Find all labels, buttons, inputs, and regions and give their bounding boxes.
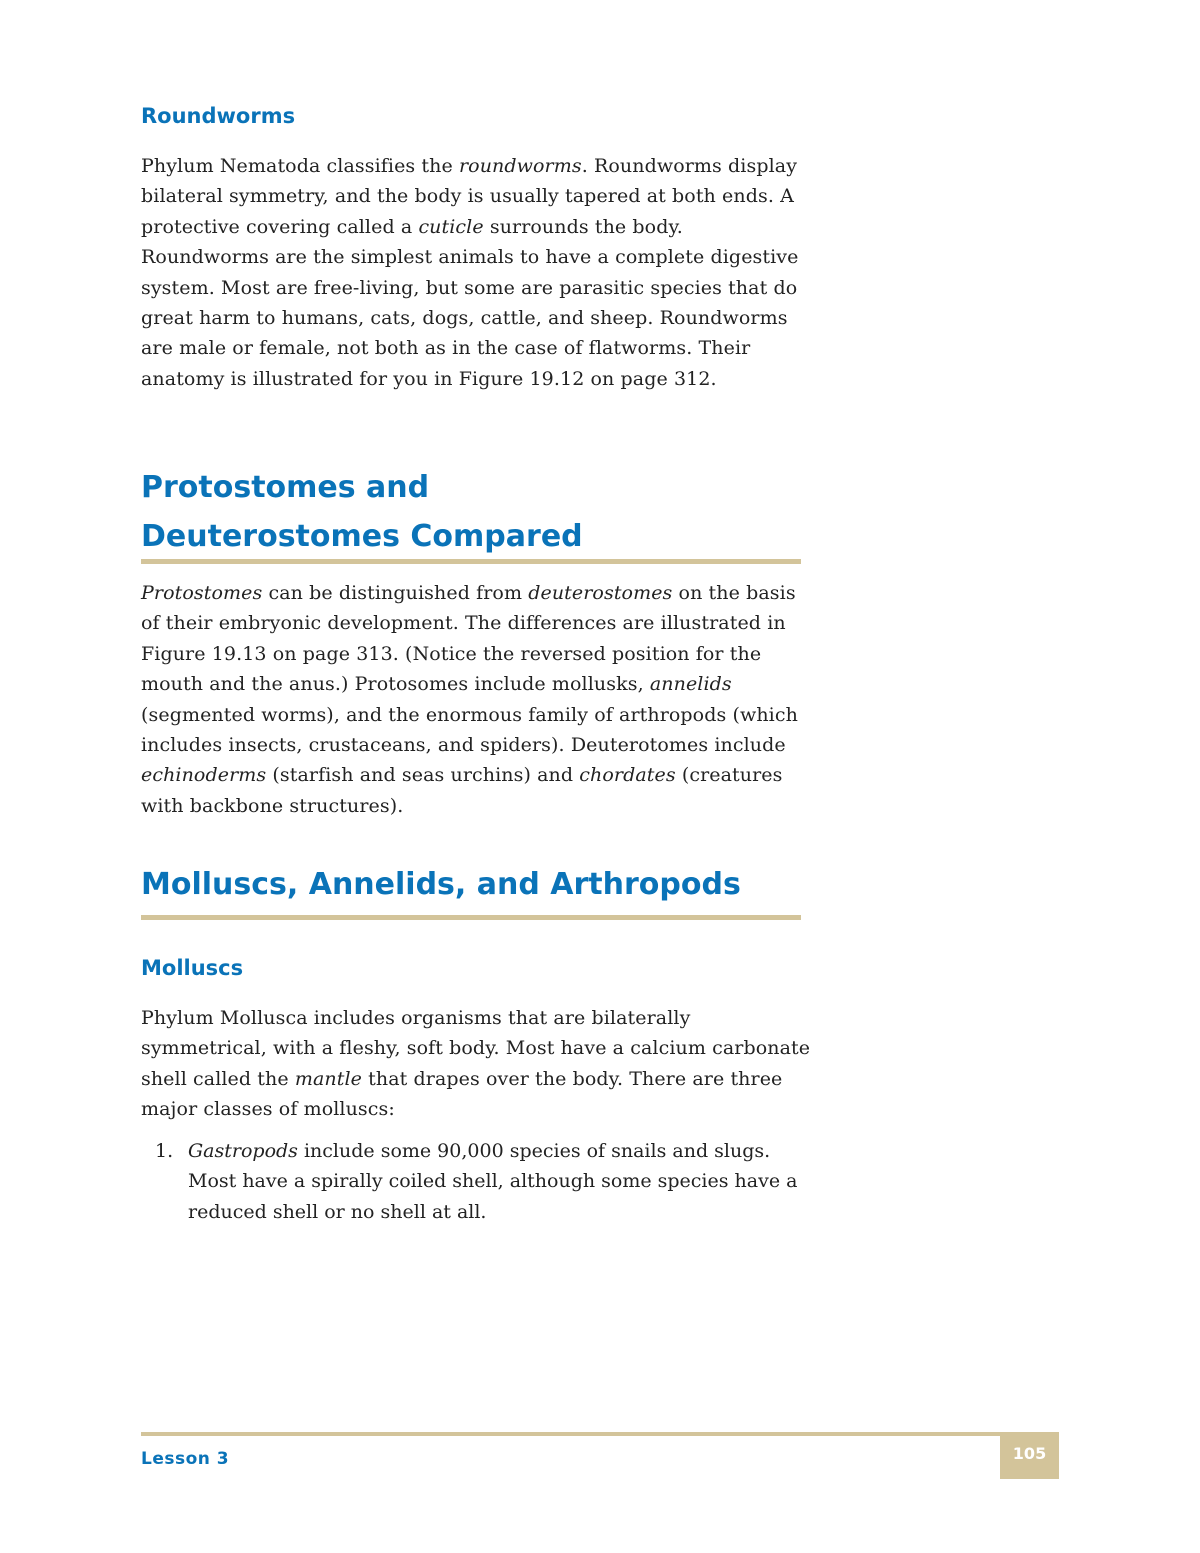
- section-rule: [141, 559, 801, 564]
- text-run: (segmented worms), and the enormous family of arthropods (which includes insects, crustaceans, and spiders). Deuterotomes include: [141, 703, 798, 757]
- term-protostomes: Protostomes: [141, 582, 263, 604]
- text-run: on the basis of their embryonic development. The differences are illustrated in Figure 19.13 on page 313. (Notice the reversed position for the mouth and the anus.) Protosomes include mollusks,: [141, 582, 796, 696]
- text-run: include some 90,000 species of snails and slugs. Most have a spirally coiled shell, although some species have a reduced shell or no shell at all.: [188, 1140, 798, 1223]
- term-annelids: annelids: [649, 673, 732, 696]
- text-run: that drapes over the body. There are three major classes of molluscs:: [141, 1067, 783, 1121]
- molluscs-subsection: [141, 954, 811, 982]
- section-rule: [141, 915, 801, 920]
- footer-rule: [141, 1432, 1000, 1436]
- molluscs-body: [141, 1003, 811, 1125]
- term-chordates: chordates: [579, 764, 676, 787]
- protostomes-heading-line1: Protostomes and: [141, 470, 430, 505]
- protostomes-section: [141, 463, 811, 561]
- molluscs-paragraph: [141, 1003, 811, 1125]
- text-run: surrounds the body. Roundworms are the simplest animals to have a complete digestive system. Most are free-living, but some are parasitic species that do great harm to humans, cats, dogs, cattle, and sheep. Roundworms are male or female, not both as in the case of flatworms. Their anatomy is illustrated for you in Figure 19.12 on page 312.: [141, 215, 799, 390]
- page-number-box: [1000, 1432, 1059, 1479]
- molluscs-heading: Molluscs: [141, 956, 244, 980]
- list-text: [188, 1136, 798, 1227]
- molluscs-annelids-section: [141, 860, 811, 909]
- page-number: 105: [1012, 1444, 1047, 1463]
- text-run: can be distinguished from: [262, 582, 529, 604]
- footer-lesson-label: Lesson 3: [141, 1449, 230, 1469]
- roundworms-paragraph: [141, 151, 811, 394]
- protostomes-body: [141, 578, 811, 821]
- text-run: (starfish and seas urchins) and: [266, 764, 580, 787]
- term-gastropods: Gastropods: [188, 1140, 298, 1162]
- roundworms-body: [141, 151, 811, 394]
- term-mantle: mantle: [294, 1067, 362, 1090]
- text-run: Phylum Mollusca includes organisms that are bilaterally symmetrical, with a fleshy, soft body. Most have a calcium carbonate shell called the: [141, 1007, 811, 1090]
- term-echinoderms: echinoderms: [141, 764, 267, 787]
- text-run: Phylum Nematoda classifies the: [141, 155, 459, 177]
- roundworms-section: [141, 102, 811, 130]
- list-number: 1.: [155, 1140, 174, 1162]
- protostomes-paragraph: [141, 578, 811, 821]
- molluscs-annelids-heading: Molluscs, Annelids, and Arthropods: [141, 867, 741, 902]
- roundworms-heading: Roundworms: [141, 104, 296, 128]
- text-run: . Roundworms display bilateral symmetry, and the body is usually tapered at both ends. A protective covering called a: [141, 155, 798, 238]
- term-cuticle: cuticle: [418, 215, 484, 238]
- term-deuterostomes: deuterostomes: [528, 582, 673, 604]
- term-roundworms: roundworms: [458, 155, 582, 177]
- protostomes-heading-line2: Deuterostomes Compared: [141, 519, 583, 554]
- text-run: (creatures with backbone structures).: [141, 764, 783, 817]
